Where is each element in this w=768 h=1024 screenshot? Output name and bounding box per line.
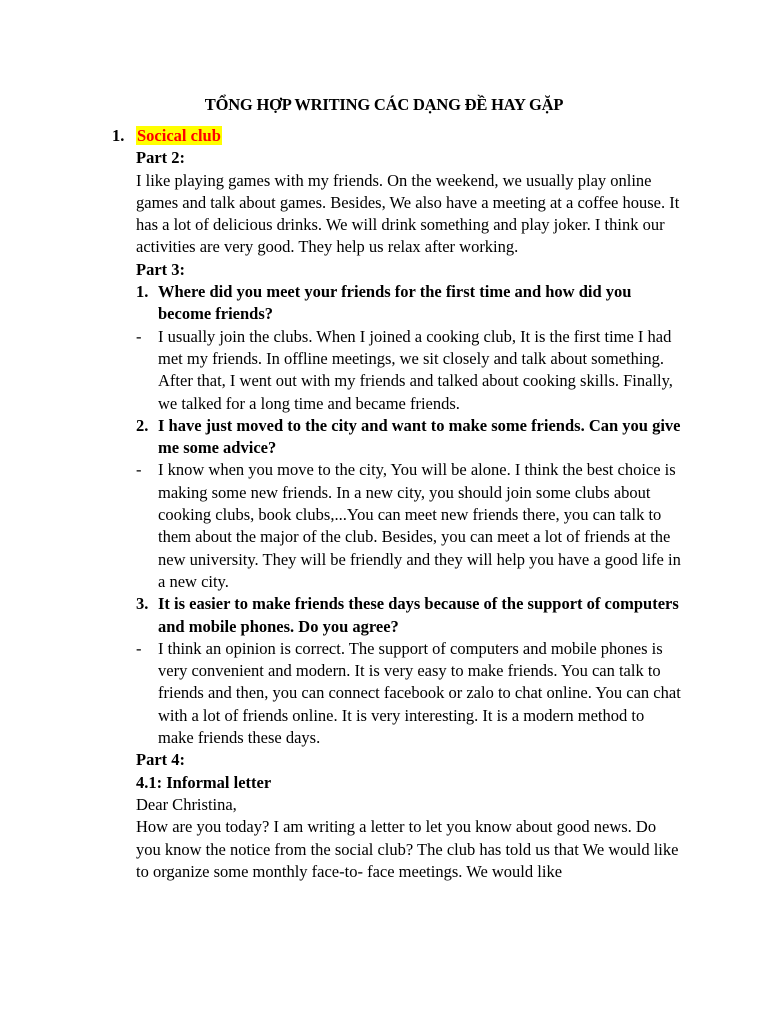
question-number: 3. [136,594,149,614]
answer-2 [0,459,768,593]
question-text: It is easier to make friends these days because of the support of computers and mobile phones. Do you agree? [158,594,679,636]
answer-text: I usually join the clubs. When I joined a cooking club, It is the first time I had met my friends. In offline meetings, we sit closely and talk about something. After that, I went out with my friends and talked about cooking skills. Finally, we talked for a long time and became friends. [158,326,673,413]
part2-label: Part 2: [136,148,186,168]
section-label: Socical club [137,126,221,145]
section-heading [0,125,768,147]
question-number: 1. [136,282,149,302]
part2-text: I like playing games with my friends. On the weekend, we usually play online games and talk about games. Besides, We also have a meeting at a coffee house. It has a lot of delicious drinks. We will drink something and play joker. I think our activities are very good. They help us relax after working. [136,170,680,257]
letter-salutation: Dear Christina, [136,794,237,814]
dash-bullet: - [136,326,142,346]
question-text: Where did you meet your friends for the first time and how did you become friends? [158,282,632,324]
dash-bullet: - [136,638,142,658]
question-2 [0,415,768,460]
section-number: 1. [112,126,125,145]
part4-label: Part 4: [136,750,186,770]
answer-text: I think an opinion is correct. The support of computers and mobile phones is very convenient and modern. It is very easy to make friends. You can talk to friends and then, you can connect facebook or zalo to chat online. You can chat with a lot of friends online. It is very interesting. It is a modern method to make friends these days. [158,638,681,748]
question-number: 2. [136,415,149,435]
answer-3 [0,638,768,749]
answer-text: I know when you move to the city, You will be alone. I think the best choice is making some new friends. In a new city, you should join some clubs about cooking clubs, book clubs,...You can meet new friends there, you can talk to them about the major of the club. Besides, you can meet a lot of friends at the new university. They will be friendly and they will help you have a good life in a new city. [158,460,681,591]
question-text: I have just moved to the city and want to make some friends. Can you give me some advice? [158,415,681,458]
letter-body: How are you today? I am writing a letter to let you know about good news. Do you know the notice from the social club? The club has told us that We would like to organize some monthly face-to- face meetings. We would like [136,817,679,881]
question-3 [0,593,768,638]
dash-bullet: - [136,460,142,480]
document-content [0,125,768,883]
question-1 [0,281,768,326]
answer-1 [0,326,768,415]
part3-label: Part 3: [136,259,186,279]
part4-sublabel: 4.1: Informal letter [136,772,272,792]
document-title: TỔNG HỢP WRITING CÁC DẠNG ĐỀ HAY GẶP [204,95,564,114]
